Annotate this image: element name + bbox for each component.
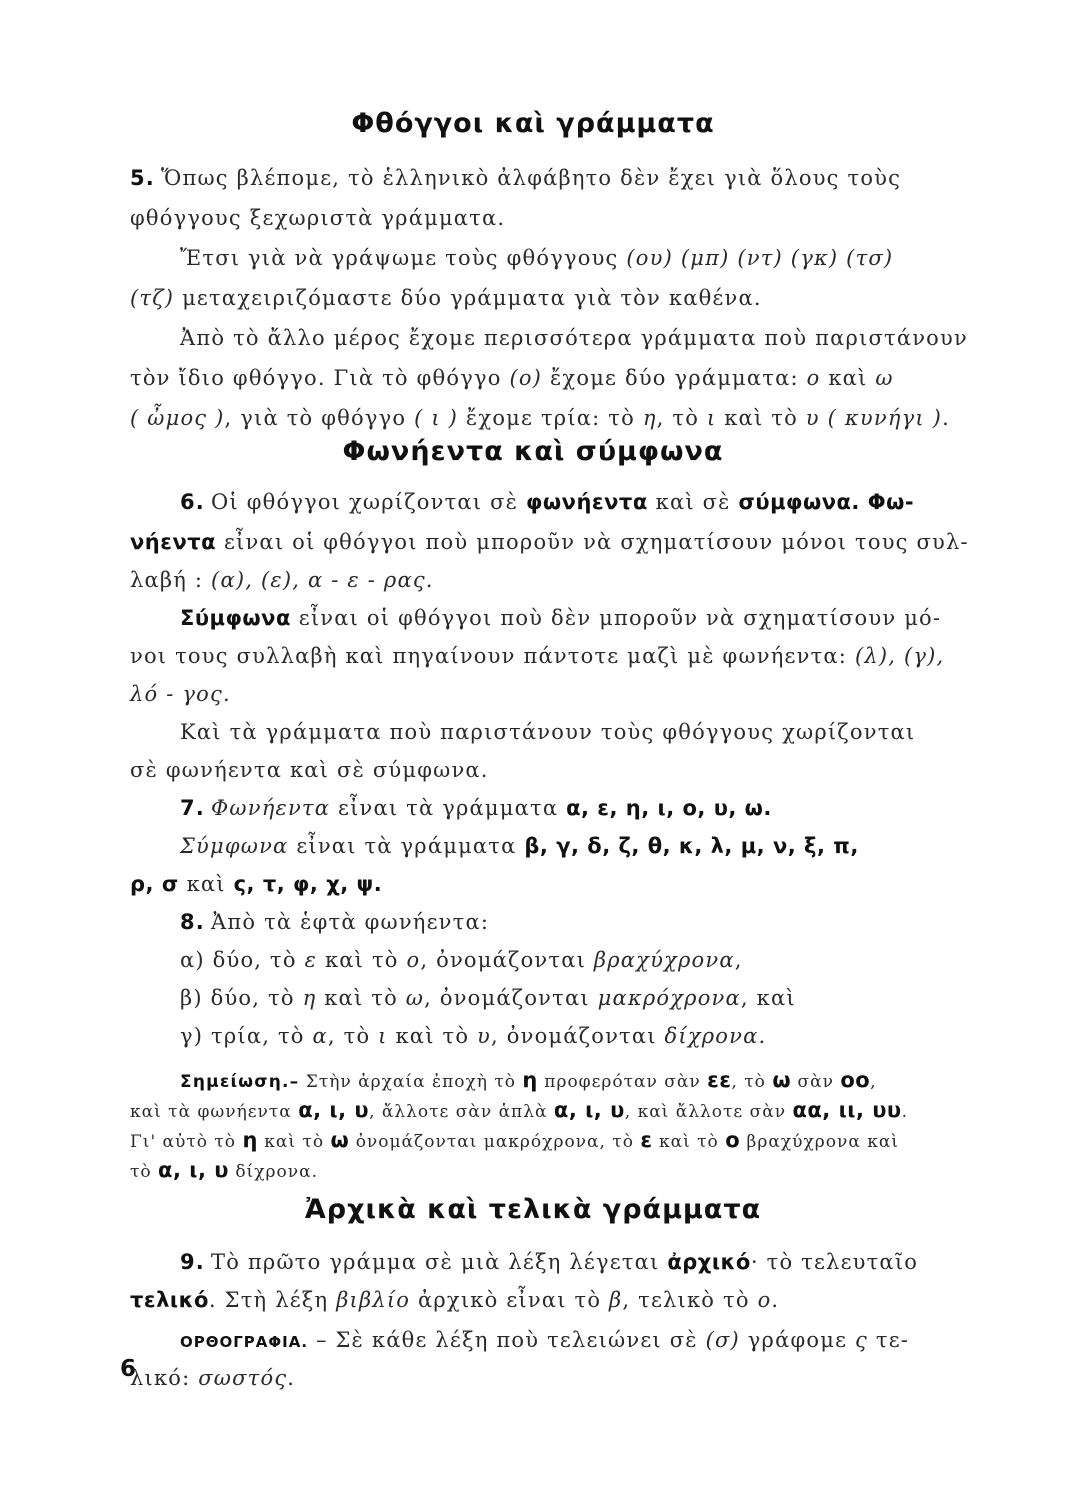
heading-archika: Ἀρχικὰ καὶ τελικὰ γράμματα	[304, 1194, 762, 1225]
text-segment: τελικό	[130, 1288, 209, 1312]
text-segment: ο	[725, 1128, 741, 1152]
text-segment: ο	[806, 366, 821, 390]
text-segment: τὸ	[130, 1162, 159, 1182]
text-segment: φωνήεντα	[525, 490, 648, 514]
text-segment: , τὸ	[656, 406, 707, 430]
paragraph-line	[130, 870, 940, 898]
paragraph-line	[130, 284, 940, 312]
text-segment: ε	[304, 948, 318, 972]
paragraph-line	[180, 984, 940, 1012]
text-segment: καὶ σὲ	[647, 490, 739, 514]
text-segment: 5.	[130, 166, 155, 190]
text-segment: καὶ τὰ φωνήεντα	[130, 1102, 299, 1122]
text-segment: Σημείωση.–	[180, 1072, 300, 1092]
text-segment: (α), (ε), α - ε - ρας.	[211, 568, 434, 592]
text-segment: , τελικὸ τὸ	[622, 1288, 758, 1312]
text-segment: μεταχειριζόμαστε δύο γράμματα γιὰ τὸν καθένα.	[174, 286, 762, 310]
text-segment: α	[312, 1024, 328, 1048]
text-segment: υ	[805, 406, 820, 430]
text-segment: α, ι, υ	[158, 1158, 229, 1182]
paragraph-line	[130, 680, 940, 708]
note-line	[130, 1156, 940, 1186]
text-segment: βιβλίο	[336, 1288, 411, 1312]
text-segment: λαβή :	[130, 568, 212, 592]
text-segment: , τὸ	[327, 1024, 379, 1048]
heading-phthongoi: Φθόγγοι καὶ γράμματα	[351, 108, 715, 139]
text-segment: ἔχομε δύο γράμματα:	[542, 366, 807, 390]
text-segment: καὶ	[820, 366, 876, 390]
paragraph-line	[130, 404, 950, 432]
text-segment: . Στὴ λέξη	[208, 1288, 337, 1312]
text-segment: ΟΡΘΟΓΡΑΦΙΑ.	[180, 1333, 309, 1351]
text-segment: .	[771, 1288, 780, 1312]
paragraph-line	[130, 164, 940, 192]
text-segment: οο	[840, 1068, 871, 1092]
text-segment: 6.	[180, 490, 205, 514]
text-segment: · τὸ τελευταῖο	[750, 1250, 919, 1274]
text-segment: , καὶ	[740, 986, 796, 1010]
text-segment: καὶ τὸ	[257, 1132, 331, 1152]
text-segment: υ	[477, 1024, 492, 1048]
text-segment: Ἔτσι γιὰ νὰ γράψωμε τοὺς φθόγγους	[180, 246, 627, 270]
text-segment: , ὀνομάζονται	[424, 986, 598, 1010]
paragraph-line	[130, 566, 940, 594]
text-segment: εἶναι τὰ γράμματα	[288, 834, 525, 858]
paragraph-line	[130, 364, 940, 392]
text-segment: καὶ τὸ	[317, 948, 407, 972]
text-segment: η	[642, 406, 657, 430]
text-segment: η	[522, 1068, 538, 1092]
text-segment: α, ε, η, ι, ο, υ, ω.	[566, 796, 772, 820]
text-segment: Στὴν ἀρχαία ἐποχὴ τὸ	[299, 1072, 523, 1092]
paragraph-line	[130, 756, 940, 784]
text-segment: Φωνήεντα	[211, 796, 331, 820]
text-segment: β	[609, 1288, 623, 1312]
text-segment: Ἀπὸ τὰ ἑφτὰ φωνήεντα:	[211, 910, 490, 934]
text-segment: ω	[405, 986, 425, 1010]
note-line	[180, 1066, 940, 1096]
text-segment: (τζ)	[130, 286, 175, 310]
text-segment: καὶ τὸ	[387, 1024, 478, 1048]
text-segment: 7.	[180, 796, 205, 820]
text-segment: νήεντα	[130, 530, 217, 554]
text-segment: εἶναι οἱ φθόγγοι ποὺ μποροῦν νὰ σχηματίσουν μόνοι τους συλ-	[216, 530, 969, 554]
note-line	[130, 1126, 940, 1156]
text-segment: (σ)	[705, 1328, 740, 1352]
text-segment: ὀνομάζονται μακρόχρονα, τὸ	[349, 1132, 641, 1152]
text-segment: Ὅπως βλέπομε, τὸ ἑλληνικὸ ἀλφάβητο δὲν ἔχει γιὰ ὅλους τοὺς	[161, 166, 902, 190]
heading-phoneenta: Φωνήεντα καὶ σύμφωνα	[342, 436, 724, 467]
text-segment: ,	[734, 948, 743, 972]
paragraph-line	[180, 604, 940, 632]
text-segment: βραχύχρονα	[593, 948, 735, 972]
text-segment: τε-	[868, 1328, 910, 1352]
paragraph-line	[180, 832, 940, 860]
text-segment: σωστός	[198, 1366, 288, 1390]
orthography-line	[180, 1326, 940, 1356]
text-segment: .	[901, 1102, 909, 1122]
text-segment: η	[302, 986, 317, 1010]
text-segment: ἔχομε τρία: τὸ	[458, 406, 643, 430]
text-segment: σὰν	[791, 1072, 841, 1092]
text-segment: ἀρχικὸ εἶναι τὸ	[410, 1288, 610, 1312]
paragraph-line	[130, 642, 945, 670]
text-segment: β, γ, δ, ζ, θ, κ, λ, μ, ν, ξ, π,	[524, 834, 859, 858]
text-segment: α, ι, υ	[298, 1098, 370, 1122]
text-segment: Σύμφωνα	[180, 834, 289, 858]
text-segment: .	[758, 1024, 767, 1048]
text-segment: Σύμφωνα	[180, 606, 291, 630]
text-segment: (ου) (μπ) (ντ) (γκ) (τσ)	[626, 246, 894, 270]
text-segment: 8.	[180, 910, 205, 934]
text-segment: , ὀνομάζονται	[491, 1024, 665, 1048]
paragraph-line	[130, 204, 940, 232]
text-segment: β) δύο, τὸ	[180, 986, 303, 1010]
text-segment: φθόγγους ξεχωριστὰ γράμματα.	[130, 206, 506, 230]
text-segment: , ὀνομάζονται	[420, 948, 594, 972]
text-segment: δίχρονα	[664, 1024, 759, 1048]
text-segment: , καὶ ἄλλοτε σὰν	[624, 1102, 793, 1122]
text-segment: η	[242, 1128, 258, 1152]
text-segment: νοι τους συλλαβὴ καὶ πηγαίνουν πάντοτε μαζὶ μὲ φωνήεντα:	[130, 644, 855, 668]
text-segment: ω	[330, 1128, 350, 1152]
text-segment: αα, ιι, υυ	[792, 1098, 902, 1122]
paragraph-line	[130, 528, 969, 556]
paragraph-line	[180, 324, 968, 352]
paragraph-line	[180, 908, 940, 936]
text-segment: εε	[707, 1068, 732, 1092]
text-segment: λικό:	[130, 1366, 199, 1390]
text-segment: εἶναι τὰ γράμματα	[330, 796, 567, 820]
text-segment: ς	[855, 1328, 868, 1352]
text-segment: ,	[870, 1072, 877, 1092]
text-segment: ω	[772, 1068, 792, 1092]
paragraph-line	[180, 1022, 940, 1050]
text-segment: σύμφωνα. Φω-	[738, 490, 915, 514]
orthography-line	[130, 1364, 940, 1392]
text-segment: ( κυνήγι )	[827, 406, 943, 430]
text-segment: (ο)	[509, 366, 543, 390]
note-line	[130, 1096, 940, 1126]
text-segment: τὸν ἴδιο φθόγγο. Γιὰ τὸ φθόγγο	[130, 366, 510, 390]
text-segment: ε	[640, 1128, 653, 1152]
text-segment: ι	[378, 1024, 388, 1048]
text-segment: καὶ τὸ	[716, 406, 806, 430]
text-segment: προφερόταν σὰν	[537, 1072, 708, 1092]
text-segment: 9.	[180, 1250, 205, 1274]
text-segment: , ἄλλοτε σὰν ἁπλὰ	[369, 1102, 554, 1122]
text-segment: , τὸ	[731, 1072, 773, 1092]
text-segment: γ) τρία, τὸ	[180, 1024, 313, 1048]
text-segment: ( ὦμος )	[130, 406, 225, 430]
paragraph-line	[180, 488, 940, 516]
paragraph-line	[180, 1248, 940, 1276]
text-segment: μακρόχρονα	[597, 986, 741, 1010]
text-segment: καὶ τὸ	[652, 1132, 726, 1152]
text-segment: ς, τ, φ, χ, ψ.	[233, 872, 383, 896]
text-segment: Ἀπὸ τὸ ἄλλο μέρος ἔχομε περισσότερα γράμματα ποὺ παριστάνουν	[180, 326, 968, 350]
page-number: 6	[120, 1356, 137, 1382]
text-segment: α) δύο, τὸ	[180, 948, 305, 972]
text-segment: εἶναι οἱ φθόγγοι ποὺ δὲν μποροῦν νὰ σχηματίσουν μό-	[290, 606, 942, 630]
text-segment: γράφομε	[739, 1328, 856, 1352]
text-segment: ρ, σ	[130, 872, 179, 896]
text-segment: ( ι )	[414, 406, 459, 430]
text-segment: Τὸ πρῶτο γράμμα σὲ μιὰ λέξη λέγεται	[211, 1250, 668, 1274]
text-segment	[820, 406, 828, 430]
text-segment: Οἱ φθόγγοι χωρίζονται σὲ	[211, 490, 526, 514]
paragraph-line	[180, 946, 940, 974]
text-segment: ι	[706, 406, 717, 430]
text-segment: δίχρονα.	[228, 1162, 318, 1182]
text-segment: – Σὲ κάθε λέξη ποὺ τελειώνει σὲ	[308, 1328, 706, 1352]
text-segment: καὶ	[178, 872, 234, 896]
text-segment: ω	[875, 366, 894, 390]
text-segment: βραχύχρονα καὶ	[740, 1132, 899, 1152]
text-segment: α, ι, υ	[553, 1098, 625, 1122]
text-segment: σὲ φωνήεντα καὶ σὲ σύμφωνα.	[130, 758, 489, 782]
text-segment: , γιὰ τὸ φθόγγο	[224, 406, 415, 430]
paragraph-line	[130, 1286, 940, 1314]
text-segment: λό - γος.	[130, 682, 231, 706]
text-segment: .	[942, 406, 950, 430]
paragraph-line	[180, 244, 940, 272]
text-segment: καὶ τὸ	[316, 986, 406, 1010]
paragraph-line	[180, 794, 940, 822]
paragraph-line	[180, 718, 940, 746]
text-segment: .	[287, 1366, 296, 1390]
text-segment: Καὶ τὰ γράμματα ποὺ παριστάνουν τοὺς φθόγγους χωρίζονται	[180, 720, 916, 744]
text-segment: ο	[757, 1288, 772, 1312]
text-segment: (λ), (γ),	[854, 644, 945, 668]
text-segment: ο	[406, 948, 421, 972]
text-segment: ἀρχικό	[667, 1250, 751, 1274]
text-segment: Γι' αὐτὸ τὸ	[130, 1132, 243, 1152]
